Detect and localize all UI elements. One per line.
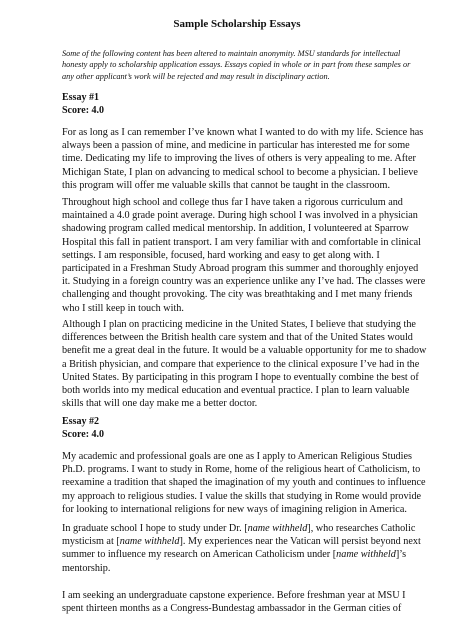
essay-2-paragraph-3 [62,589,422,615]
text-line: settings. I am responsible, focused, hard working and easy to get along with. I [62,249,380,261]
anonymity-notice [62,48,422,82]
text-line: My academic and professional goals are one as I apply to American Religious Studies [62,451,412,462]
essay-score: Score: 4.0 [62,429,105,440]
essay-number: Essay #2 [62,416,99,427]
text-line: In graduate school I hope to study under Dr. [name withheld], who researches Catholic [62,523,416,534]
text-line: Michigan State, I plan on advancing to medical school to become a physician. I believe [62,166,418,178]
text-line: I am seeking an undergraduate capstone experience. Before freshman year at MSU I [62,590,406,601]
notice-line: any other applicant’s work will be rejected and may result in disciplinary action. [62,71,330,81]
text-line: summer to influence my research on American Catholicism under [name withheld]’s [62,549,407,561]
text-line: Although I plan on practicing medicine in the United States, I believe that studying the [62,319,416,330]
text-line: it. Studying in a foreign country was an experience unlike any I’ve had. The classes were [62,276,426,288]
redacted-name: name withheld [119,536,180,548]
text-line: who I still keep in touch with. [62,302,184,314]
redacted-name: name withheld [247,523,308,534]
text-line: Throughout high school and college thus far I have taken a rigorous curriculum and [62,197,403,208]
text-line: differences between the British health care system and that of the United States would [62,332,413,344]
text-line: both worlds into my medical education and eventual practice. I plan to learn valuable [62,385,410,397]
essay-2-paragraph-1 [62,450,426,516]
notice-line: honesty apply to scholarship application essays. Essays copied in whole or in part from these samples or [62,60,411,70]
text-line: challenging and thought provoking. The city was breathtaking and I met many friends [62,289,413,301]
redacted-name: name withheld [336,549,396,561]
essay-1-heading [62,91,104,117]
essay-2-paragraph-2 [62,522,422,575]
text-line: participated in a Freshman Study Abroad program this summer and thoroughly enjoyed [62,263,419,275]
text-line: always been a passion of mine, and medicine in particular has interested me for some [62,140,410,152]
essay-1-paragraph-2 [62,196,426,315]
text-line: for looking to international religions for new ways of imagining religion in America. [62,503,407,515]
text-line: shadowing program called medical mentorship. In addition, I volunteered at Sparrow [62,223,409,235]
text-line: a British physician, and compare that experience to the clinical exposure I’ve had in the [62,358,420,370]
notice-line: Some of the following content has been altered to maintain anonymity. MSU standards for intellectual [62,49,401,58]
text-line: reexamine a tradition that shaped the imagination of my youth and continues to influence [62,477,426,489]
text-line: For as long as I can remember I’ve known what I wanted to do with my life. Science has [62,127,424,138]
essay-2-heading [62,415,104,441]
text-line: maintained a 4.0 grade point average. During high school I was involved in a physician [62,210,418,222]
text-line: mysticism at [name withheld]. My experiences near the Vatican will persist beyond next [62,536,421,548]
text-line: United States. By participating in this program I hope to eventually combine the best of [62,371,419,383]
text-line: spent thirteen months as a Congress-Bundestag ambassador in the German cities of [62,603,402,615]
document-title: Sample Scholarship Essays [173,18,301,30]
text-line: my approach to religious studies. I value the skills that studying in Rome would provide [62,490,422,502]
essay-1-paragraph-1 [62,126,422,192]
text-line: mentorship. [62,562,111,574]
essay-score: Score: 4.0 [62,105,105,116]
essay-1-paragraph-3 [62,318,427,410]
text-line: Hospital this fall in patient transport. I am very familiar with and comfortable in clinical [62,236,422,248]
text-line: skills that will one day make me a better doctor. [62,398,258,410]
text-line: this program will offer me valuable skills that cannot be taught in the classroom. [62,179,390,191]
text-line: Ph.D. programs. I want to study in Rome, home of the religious heart of Catholicism, to [62,464,421,476]
text-line: time. Dedicating my life to improving the lives of others is very appealing to me. After [62,153,416,165]
text-line: benefit me a great deal in the future. It would be a valuable opportunity for me to shadow [62,345,427,357]
essay-number: Essay #1 [62,92,99,103]
